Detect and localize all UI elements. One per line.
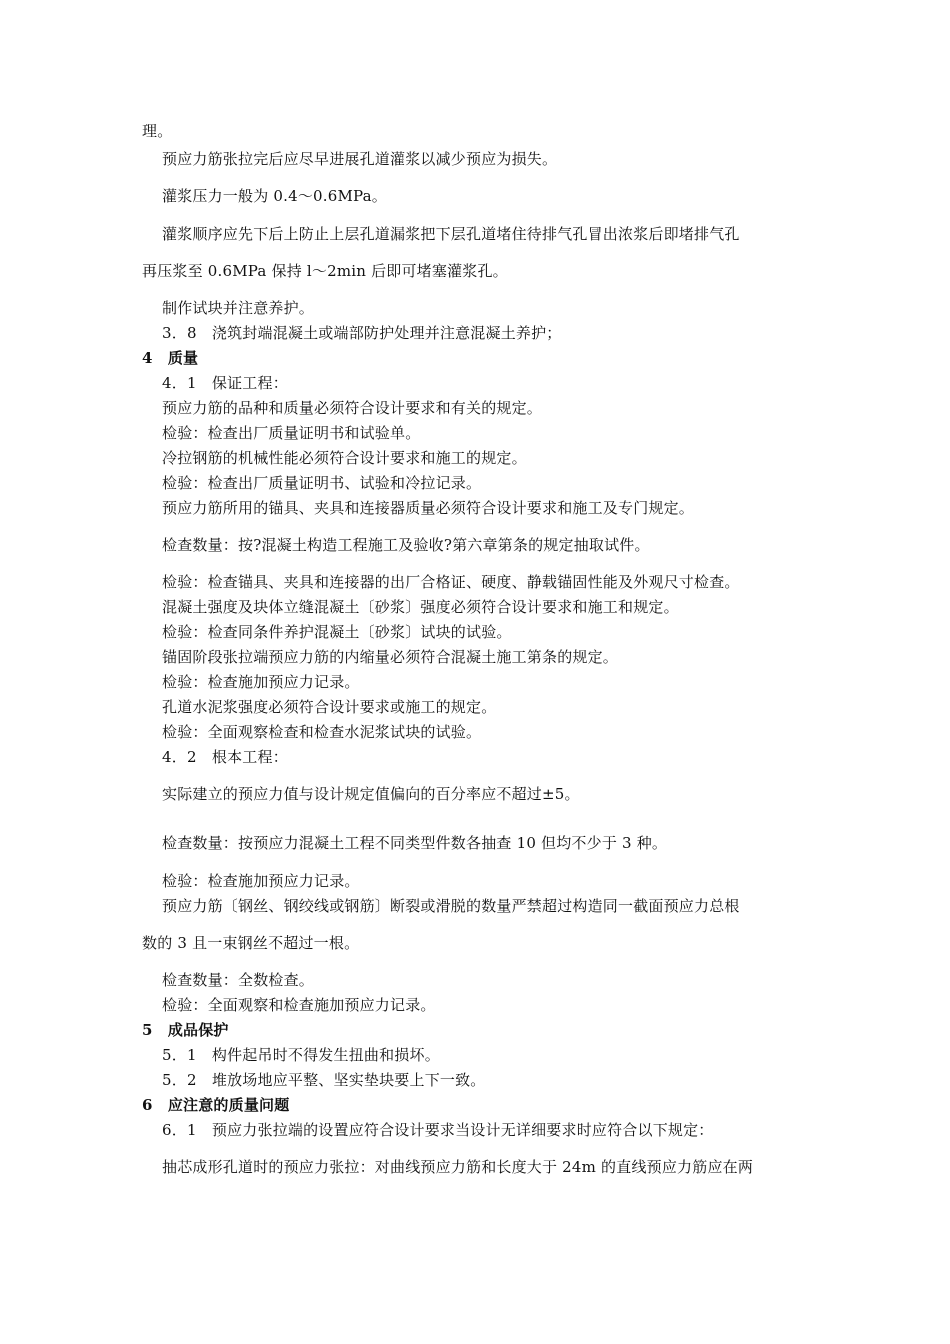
text-line: 预应力筋的品种和质量必须符合设计要求和有关的规定。 bbox=[162, 399, 543, 417]
text-line: 检验：检查同条件养护混凝土〔砂浆〕试块的试验。 bbox=[162, 623, 512, 641]
text-line: 检验：检查锚具、夹具和连接器的出厂合格证、硬度、静载锚固性能及外观尺寸检查。 bbox=[162, 573, 740, 591]
text-line: 灌浆顺序应先下后上防止上层孔道漏浆把下层孔道堵住待排气孔冒出浓浆后即堵排气孔 bbox=[162, 225, 740, 243]
text-line: 数的 3 且一束钢丝不超过一根。 bbox=[142, 934, 360, 952]
text-line: 理。 bbox=[142, 122, 173, 140]
text-line: 灌浆压力一般为 0.4～0.6MPa。 bbox=[162, 187, 387, 205]
text-line: 制作试块并注意养护。 bbox=[162, 299, 315, 317]
text-line: 检验：全面观察和检查施加预应力记录。 bbox=[162, 996, 436, 1014]
text-line: 6．1 预应力张拉端的设置应符合设计要求当设计无详细要求时应符合以下规定： bbox=[162, 1121, 714, 1139]
section-heading: 4．2 根本工程： bbox=[162, 748, 288, 766]
text-line: 孔道水泥浆强度必须符合设计要求或施工的规定。 bbox=[162, 698, 497, 716]
text-line: 检验：检查出厂质量证明书、试验和冷拉记录。 bbox=[162, 474, 482, 492]
text-line: 预应力筋所用的锚具、夹具和连接器质量必须符合设计要求和施工及专门规定。 bbox=[162, 499, 695, 517]
text-line: 5．2 堆放场地应平整、坚实垫块要上下一致。 bbox=[162, 1071, 486, 1089]
text-line: 预应力筋〔钢丝、钢绞线或钢筋〕断裂或滑脱的数量严禁超过构造同一截面预应力总根 bbox=[162, 897, 740, 915]
text-line: 检验：全面观察检查和检查水泥浆试块的试验。 bbox=[162, 723, 482, 741]
text-line: 检验：检查施加预应力记录。 bbox=[162, 673, 360, 691]
text-line: 检查数量：全数检查。 bbox=[162, 971, 315, 989]
text-line: 5．1 构件起吊时不得发生扭曲和损坏。 bbox=[162, 1046, 440, 1064]
text-line: 冷拉钢筋的机械性能必须符合设计要求和施工的规定。 bbox=[162, 449, 527, 467]
text-line: 锚固阶段张拉端预应力筋的内缩量必须符合混凝土施工第条的规定。 bbox=[162, 648, 619, 666]
text-line: 检验：检查出厂质量证明书和试验单。 bbox=[162, 424, 421, 442]
text-line: 实际建立的预应力值与设计规定值偏向的百分率应不超过±5。 bbox=[162, 785, 580, 803]
text-line: 混凝土强度及块体立缝混凝土〔砂浆〕强度必须符合设计要求和施工和规定。 bbox=[162, 598, 679, 616]
text-line: 抽芯成形孔道时的预应力张拉：对曲线预应力筋和长度大于 24m 的直线预应力筋应在两 bbox=[162, 1158, 754, 1176]
section-heading: 4．1 保证工程： bbox=[162, 374, 288, 392]
text-line: 检查数量：按预应力混凝土工程不同类型件数各抽查 10 但均不少于 3 种。 bbox=[162, 834, 668, 852]
text-line: 预应力筋张拉完后应尽早进展孔道灌浆以减少预应为损失。 bbox=[162, 150, 558, 168]
text-line: 再压浆至 0.6MPa 保持 l～2min 后即可堵塞灌浆孔。 bbox=[142, 262, 508, 280]
section-heading: 3．8 浇筑封端混凝土或端部防护处理并注意混凝土养护； bbox=[162, 324, 562, 342]
text-line: 检查数量：按?混凝土构造工程施工及验收?第六章第条的规定抽取试件。 bbox=[162, 536, 650, 554]
section-heading: 5 成品保护 bbox=[142, 1021, 229, 1039]
section-heading: 4 质量 bbox=[142, 349, 199, 367]
section-heading: 6 应注意的质量问题 bbox=[142, 1096, 290, 1114]
text-line: 检验：检查施加预应力记录。 bbox=[162, 872, 360, 890]
